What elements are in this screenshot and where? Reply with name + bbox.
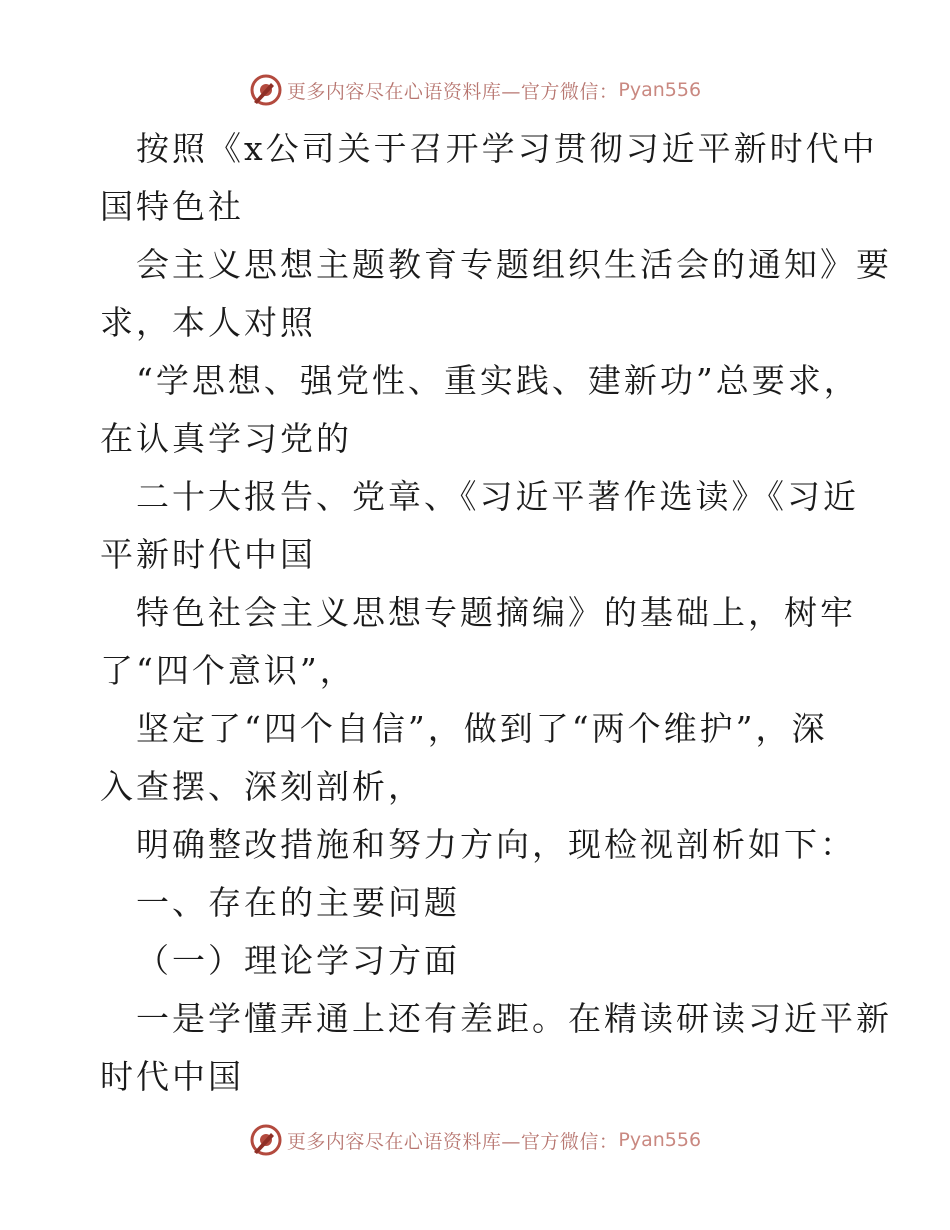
body-line: 按照《x公司关于召开学习贯彻习近平新时代中 xyxy=(136,129,878,168)
body-line: 一是学懂弄通上还有差距。在精读研读习近平新 xyxy=(136,999,892,1038)
body-line: 了“四个意识”， xyxy=(100,651,356,690)
watermark-text: 更多内容尽在心语资料库—官方微信： xyxy=(286,80,619,103)
section-heading: 一、存在的主要问题 xyxy=(136,883,460,922)
footer-watermark xyxy=(0,1120,950,1160)
watermark-wechat-id: Pyan556 xyxy=(618,1129,702,1151)
body-line: 时代中国 xyxy=(100,1057,244,1096)
body-line: “学思想、强党性、重实践、建新功”总要求， xyxy=(136,361,860,400)
body-line: 平新时代中国 xyxy=(100,535,316,574)
pen-logo-icon xyxy=(249,1123,283,1157)
header-watermark xyxy=(0,70,950,110)
body-line: 会主义思想主题教育专题组织生活会的通知》要 xyxy=(136,245,892,284)
body-line: 特色社会主义思想专题摘编》的基础上，树牢 xyxy=(136,593,856,632)
subsection-heading: （一）理论学习方面 xyxy=(136,941,460,980)
document-body xyxy=(100,120,892,1106)
body-line: 二十大报告、党章、《习近平著作选读》《习近 xyxy=(136,477,859,516)
body-line: 国特色社 xyxy=(100,187,244,226)
pen-logo-icon xyxy=(249,73,283,107)
watermark-wechat-id: Pyan556 xyxy=(618,79,702,101)
body-line: 坚定了“四个自信”，做到了“两个维护”，深 xyxy=(136,709,828,748)
body-line: 求，本人对照 xyxy=(100,303,316,342)
body-line: 入查摆、深刻剖析， xyxy=(100,767,424,806)
watermark-text: 更多内容尽在心语资料库—官方微信： xyxy=(286,1130,619,1153)
body-line: 明确整改措施和努力方向，现检视剖析如下： xyxy=(136,825,856,864)
body-line: 在认真学习党的 xyxy=(100,419,352,458)
